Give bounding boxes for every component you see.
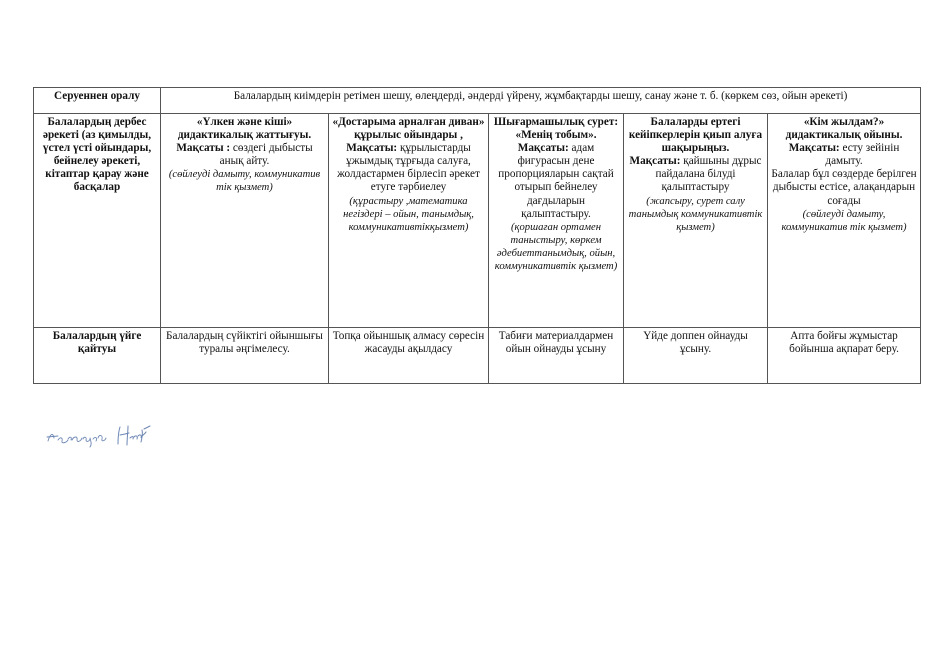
activity-extra: Балалар бұл сөздерде берілген дыбысты естісе, алақандарын соғады bbox=[771, 168, 917, 207]
row-label-independent-activity: Балалардың дербес әрекеті (аз қимылды, үстел үсті ойындары, бейнелеу әрекеті, кітаптар қарау және басқалар bbox=[34, 114, 161, 328]
table-row-return-from-walk bbox=[34, 88, 921, 114]
goal-text: сөздегі дыбысты анық айту. bbox=[219, 142, 313, 168]
activity-title: Шығармашылық сурет: bbox=[493, 116, 619, 128]
activity-cell-5 bbox=[768, 114, 921, 328]
going-home-cell-2: Топқа ойыншық алмасу сөресін жасауды ақылдасу bbox=[329, 328, 489, 384]
row-label-going-home: Балалардың үйге қайтуы bbox=[34, 328, 161, 384]
activity-title: Балаларды ертегі кейіпкерлерін қиып алуға шақырыңыз. bbox=[628, 116, 763, 155]
going-home-cell-4: Үйде доппен ойнауды ұсыну. bbox=[624, 328, 768, 384]
activity-cell-1 bbox=[161, 114, 329, 328]
goal-text: есту зейінін дамыту. bbox=[825, 142, 900, 168]
activity-note: (қоршаған ортамен таныстыру, көркем әдебиеттанымдық, ойын, коммуникативтік қызмет) bbox=[494, 221, 618, 273]
going-home-cell-3: Табиғи материалдармен ойын ойнауды ұсыну bbox=[489, 328, 624, 384]
goal-label: Мақсаты: bbox=[346, 142, 398, 155]
goal-label: Мақсаты: bbox=[788, 142, 840, 155]
table-row-independent-activity bbox=[34, 114, 921, 328]
handwritten-signature bbox=[46, 424, 158, 450]
plan-table bbox=[33, 87, 921, 384]
activity-cell-4 bbox=[624, 114, 768, 328]
table-row-going-home bbox=[34, 328, 921, 384]
activity-cell-3 bbox=[489, 114, 624, 328]
row-label-return-from-walk: Серуеннен оралу bbox=[34, 88, 161, 114]
goal-label: Мақсаты : bbox=[176, 142, 231, 155]
activity-subtitle: «Менің тобым». bbox=[515, 129, 597, 142]
activity-note: (жапсыру, сурет салу танымдық коммуникативтік қызмет) bbox=[628, 195, 763, 233]
goal-label: Мақсаты: bbox=[517, 142, 569, 155]
goal-text: құрылыстарды ұжымдық тұрғыда салуға, жолдастармен бірлесіп әрекет етуге тәрбиелеу bbox=[337, 142, 480, 194]
activity-title: «Кім жылдам?» дидактикалық ойыны. bbox=[785, 116, 903, 142]
goal-text: адам фигурасын дене пропорцияларын сақтай отырып бейнелеу дағдыларын қалыптастыру. bbox=[498, 142, 614, 220]
goal-text: қайшыны дұрыс пайдалана білуді қалыптастыру bbox=[655, 155, 762, 194]
return-from-walk-content: Балалардың киімдерін ретімен шешу, өлеңдерді, әндерді үйрену, жұмбақтарды шешу, санау және т. б. (көркем сөз, ойын әрекеті) bbox=[161, 88, 921, 114]
goal-label: Мақсаты: bbox=[629, 155, 681, 168]
activity-note: (құрастыру ,математика негіздері – ойын, танымдық, коммуникативтікқызмет) bbox=[343, 195, 474, 233]
going-home-cell-1: Балалардың сүйіктігі ойыншығы туралы әңгімелесу. bbox=[161, 328, 329, 384]
activity-note: (сөйлеуді дамыту, коммуникатив тік қызмет) bbox=[168, 169, 321, 194]
activity-title: «Достарыма арналған диван» құрылыс ойындары , bbox=[332, 116, 485, 142]
going-home-cell-5: Апта бойғы жұмыстар бойынша ақпарат беру. bbox=[768, 328, 921, 384]
activity-note: (сөйлеуді дамыту, коммуникатив тік қызмет) bbox=[781, 208, 907, 233]
activity-cell-2 bbox=[329, 114, 489, 328]
activity-title: «Үлкен және кіші» дидактикалық жаттығуы. bbox=[177, 116, 312, 142]
